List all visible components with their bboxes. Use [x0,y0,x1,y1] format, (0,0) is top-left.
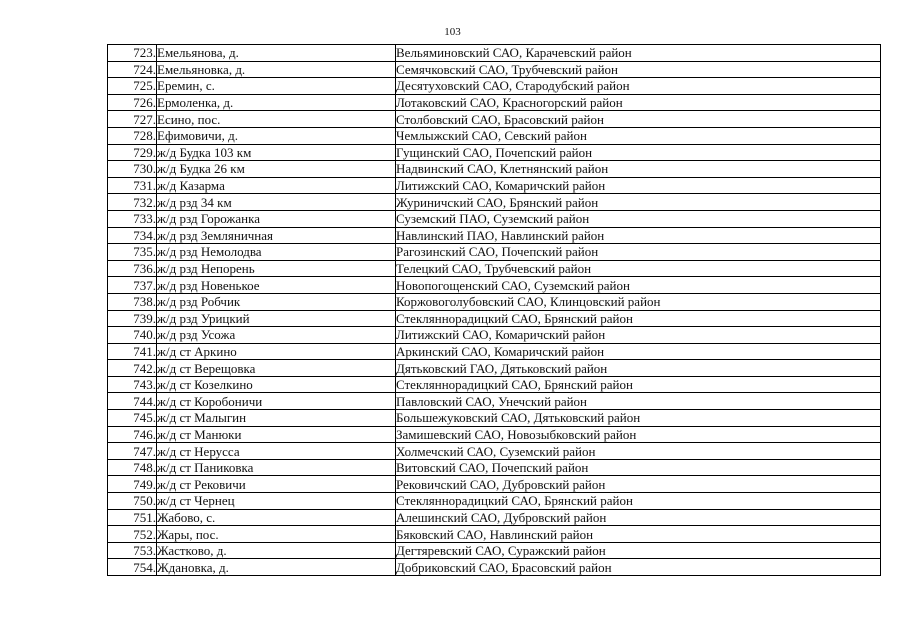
settlement-name: ж/д ст Нерусса [157,443,396,460]
row-number: 747. [108,443,157,460]
settlements-table-body [108,45,881,576]
settlement-name: ж/д Будка 103 км [157,144,396,161]
settlement-name: ж/д ст Козелкино [157,376,396,393]
settlement-name: ж/д рзд Горожанка [157,210,396,227]
administrative-unit: Надвинский САО, Клетнянский район [396,161,881,178]
table-row [108,443,881,460]
table-row [108,459,881,476]
row-number: 741. [108,343,157,360]
administrative-unit: Аркинский САО, Комаричский район [396,343,881,360]
table-row [108,410,881,427]
table-row [108,476,881,493]
administrative-unit: Суземский ПАО, Суземский район [396,210,881,227]
administrative-unit: Павловский САО, Унечский район [396,393,881,410]
row-number: 746. [108,426,157,443]
administrative-unit: Литижский САО, Комаричский район [396,177,881,194]
row-number: 745. [108,410,157,427]
row-number: 740. [108,327,157,344]
administrative-unit: Семячковский САО, Трубчевский район [396,61,881,78]
row-number: 738. [108,293,157,310]
row-number: 724. [108,61,157,78]
settlement-name: ж/д ст Паниковка [157,459,396,476]
settlement-name: ж/д рзд Новенькое [157,277,396,294]
administrative-unit: Лотаковский САО, Красногорский район [396,94,881,111]
table-row [108,144,881,161]
settlement-name: ж/д рзд Урицкий [157,310,396,327]
administrative-unit: Навлинский ПАО, Навлинский район [396,227,881,244]
administrative-unit: Бяковский САО, Навлинский район [396,526,881,543]
administrative-unit: Столбовский САО, Брасовский район [396,111,881,128]
row-number: 737. [108,277,157,294]
table-row [108,360,881,377]
row-number: 727. [108,111,157,128]
row-number: 736. [108,260,157,277]
administrative-unit: Холмечский САО, Суземский район [396,443,881,460]
administrative-unit: Дятьковский ГАО, Дятьковский район [396,360,881,377]
table-row [108,509,881,526]
settlement-name: Жары, пос. [157,526,396,543]
settlement-name: ж/д ст Аркино [157,343,396,360]
settlement-name: Емельянова, д. [157,45,396,62]
settlement-name: ж/д рзд 34 км [157,194,396,211]
administrative-unit: Стекляннорадицкий САО, Брянский район [396,310,881,327]
table-row [108,343,881,360]
administrative-unit: Стекляннорадицкий САО, Брянский район [396,493,881,510]
administrative-unit: Алешинский САО, Дубровский район [396,509,881,526]
administrative-unit: Витовский САО, Почепский район [396,459,881,476]
settlement-name: ж/д ст Рековичи [157,476,396,493]
row-number: 754. [108,559,157,576]
table-row [108,327,881,344]
settlement-name: ж/д ст Верещовка [157,360,396,377]
table-row [108,194,881,211]
table-row [108,426,881,443]
table-row [108,210,881,227]
table-row [108,94,881,111]
settlement-name: ж/д рзд Непорень [157,260,396,277]
row-number: 730. [108,161,157,178]
row-number: 726. [108,94,157,111]
row-number: 753. [108,542,157,559]
settlements-table [107,44,881,576]
settlement-name: ж/д ст Манюки [157,426,396,443]
table-row [108,260,881,277]
table-row [108,559,881,576]
administrative-unit: Добриковский САО, Брасовский район [396,559,881,576]
table-row [108,161,881,178]
settlement-name: ж/д рзд Земляничная [157,227,396,244]
row-number: 732. [108,194,157,211]
settlement-name: ж/д ст Малыгин [157,410,396,427]
row-number: 729. [108,144,157,161]
administrative-unit: Рагозинский САО, Почепский район [396,244,881,261]
administrative-unit: Десятуховский САО, Стародубский район [396,78,881,95]
row-number: 734. [108,227,157,244]
settlement-name: ж/д рзд Усожа [157,327,396,344]
settlement-name: Жабово, с. [157,509,396,526]
table-row [108,526,881,543]
table-row [108,393,881,410]
table-row [108,45,881,62]
table-row [108,493,881,510]
administrative-unit: Коржовоголубовский САО, Клинцовский район [396,293,881,310]
row-number: 723. [108,45,157,62]
settlement-name: Жастково, д. [157,542,396,559]
row-number: 739. [108,310,157,327]
settlement-name: ж/д Казарма [157,177,396,194]
table-row [108,542,881,559]
row-number: 743. [108,376,157,393]
administrative-unit: Замишевский САО, Новозыбковский район [396,426,881,443]
settlement-name: Ефимовичи, д. [157,127,396,144]
table-row [108,277,881,294]
administrative-unit: Чемлыжский САО, Севский район [396,127,881,144]
row-number: 735. [108,244,157,261]
settlement-name: ж/д рзд Робчик [157,293,396,310]
administrative-unit: Вельяминовский САО, Карачевский район [396,45,881,62]
table-row [108,61,881,78]
table-row [108,376,881,393]
settlement-name: Ермоленка, д. [157,94,396,111]
row-number: 749. [108,476,157,493]
row-number: 744. [108,393,157,410]
table-row [108,227,881,244]
table-row [108,127,881,144]
table-row [108,244,881,261]
settlement-name: Емельяновка, д. [157,61,396,78]
settlement-name: ж/д рзд Немолодва [157,244,396,261]
administrative-unit: Журиничский САО, Брянский район [396,194,881,211]
row-number: 750. [108,493,157,510]
settlement-name: Ждановка, д. [157,559,396,576]
row-number: 733. [108,210,157,227]
administrative-unit: Новопогощенский САО, Суземский район [396,277,881,294]
page-number: 103 [444,26,461,38]
administrative-unit: Стекляннорадицкий САО, Брянский район [396,376,881,393]
row-number: 725. [108,78,157,95]
settlement-name: ж/д Будка 26 км [157,161,396,178]
administrative-unit: Рековичский САО, Дубровский район [396,476,881,493]
administrative-unit: Телецкий САО, Трубчевский район [396,260,881,277]
settlement-name: Еремин, с. [157,78,396,95]
settlement-name: ж/д ст Чернец [157,493,396,510]
administrative-unit: Литижский САО, Комаричский район [396,327,881,344]
table-row [108,310,881,327]
row-number: 731. [108,177,157,194]
row-number: 751. [108,509,157,526]
row-number: 752. [108,526,157,543]
row-number: 742. [108,360,157,377]
administrative-unit: Большежуковский САО, Дятьковский район [396,410,881,427]
settlement-name: Есино, пос. [157,111,396,128]
table-row [108,177,881,194]
settlement-name: ж/д ст Коробоничи [157,393,396,410]
row-number: 728. [108,127,157,144]
table-row [108,78,881,95]
table-row [108,111,881,128]
row-number: 748. [108,459,157,476]
administrative-unit: Дегтяревский САО, Суражский район [396,542,881,559]
administrative-unit: Гущинский САО, Почепский район [396,144,881,161]
table-row [108,293,881,310]
